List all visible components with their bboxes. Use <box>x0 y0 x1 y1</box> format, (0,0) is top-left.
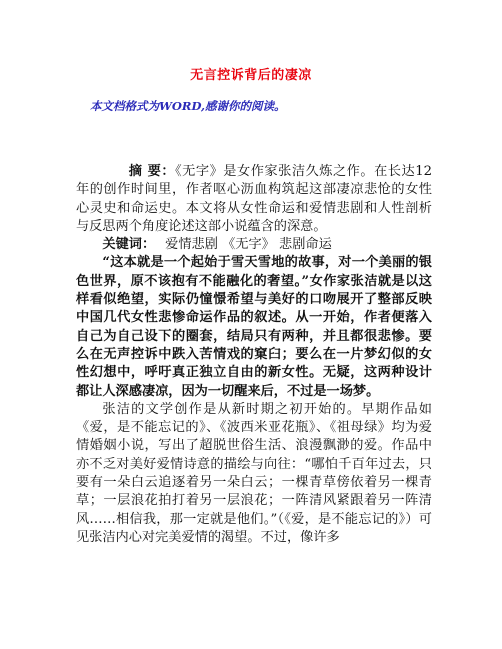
keywords-paragraph <box>76 236 432 254</box>
keywords-text: 爱情悲剧 《无字》 悲剧命运 <box>165 237 332 253</box>
abstract-text: 《无字》是女作家张洁久炼之作。在长达12年的创作时间里，作者呕心沥血构筑起这部凄凉悲怆的女性心灵史和命运史。本文将从女性命运和爱情悲剧和人性剖析与反思两个角度论述这部小说蕴含的深意。 <box>76 164 432 234</box>
format-notice: 本文档格式为WORD,感谢你的阅读。 <box>90 99 286 113</box>
abstract-label: 摘 要： <box>128 164 176 179</box>
body-paragraph-2: 张洁的文学创作是从新时期之初开始的。早期作品如《爱，是不能忘记的》、《波西米亚花瓶》、《祖母绿》均为爱情婚姻小说，写出了超脱世俗生活、浪漫飘渺的爱。作品中亦不乏对美好爱情诗意的描绘与向往：“哪怕千百年过去，只要有一朵白云追逐着另一朵白云；一棵青草傍依着另一棵青草；一层浪花拍打着另一层浪花；一阵清风紧跟着另一阵清风……相信我，那一定就是他们。”（《爱，是不能忘记的》）可见张洁内心对完美爱情的渴望。不过，像许多 <box>76 401 432 545</box>
document-body <box>76 163 432 547</box>
body-paragraph-1: “这本就是一个起始于雪天雪地的故事，对一个美丽的银色世界，原不该抱有不能融化的奢望。”女作家张洁就是以这样看似绝望，实际仍憧憬希望与美好的口吻展开了整部反映中国几代女性悲惨命运作品的叙述。从一开始，作者便落入自己为自己设下的圈套，结局只有两种，并且都很悲惨。要么在无声控诉中跌入苦情戏的窠臼；要么在一片梦幻似的女性幻想中，呼吁真正独立自由的新女性。无疑，这两种设计都让人深感凄凉，因为一切醒来后，不过是一场梦。 <box>76 255 432 399</box>
document-title: 无言控诉背后的凄凉 <box>190 68 312 83</box>
keywords-label: 关键词： <box>102 237 156 253</box>
abstract-paragraph <box>76 163 432 236</box>
